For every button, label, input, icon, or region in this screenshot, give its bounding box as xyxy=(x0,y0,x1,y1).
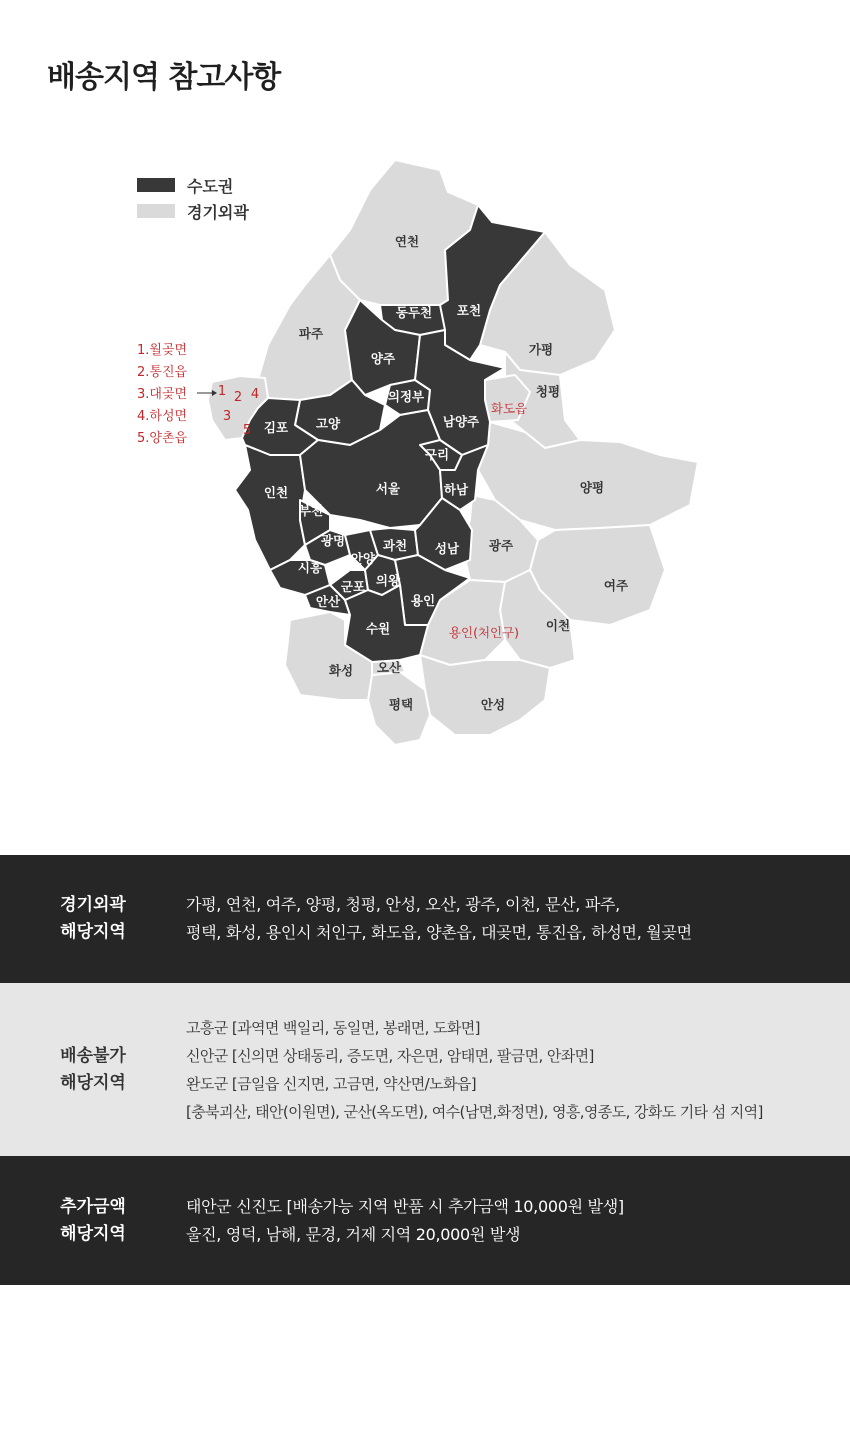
section-line: 완도군 [금일읍 신지면, 고금면, 약산면/노화읍] xyxy=(186,1074,476,1093)
label-yangpyeong: 양평 xyxy=(579,480,605,495)
section-body xyxy=(186,1014,763,1126)
label-suwon: 수원 xyxy=(365,621,391,636)
label-gimpo: 김포 xyxy=(263,420,289,435)
region-anseong xyxy=(420,655,550,735)
legend-label-outer: 경기외곽 xyxy=(187,202,249,222)
section-outer-region xyxy=(0,855,850,983)
label-num-4: 4 xyxy=(250,387,260,402)
map-legend xyxy=(137,172,249,224)
area-note: 4.하성면 xyxy=(137,409,188,424)
label-hwadoeup: 화도읍 xyxy=(490,401,528,416)
region-incheon xyxy=(235,445,305,570)
label-cheongpyeong: 청평 xyxy=(535,384,561,399)
section-title xyxy=(0,1043,186,1097)
legend-swatch-metro xyxy=(137,178,175,192)
label-pocheon: 포천 xyxy=(456,303,482,318)
label-gunpo: 군포 xyxy=(340,579,366,594)
label-num-2: 2 xyxy=(233,390,243,405)
label-siheung: 시흥 xyxy=(297,560,323,575)
section-title xyxy=(0,1194,186,1248)
section-line: [충북괴산, 태안(이원면), 군산(옥도면), 여수(남면,화정면), 영흥,영종도, 강화도 기타 섬 지역] xyxy=(186,1102,763,1121)
label-bucheon: 부천 xyxy=(298,503,324,518)
legend-item-metro xyxy=(137,172,249,198)
label-gwangju: 광주 xyxy=(488,538,514,553)
area-note: 3.대곶면 xyxy=(137,387,188,402)
label-gapyeong: 가평 xyxy=(528,342,554,357)
label-hwaseong: 화성 xyxy=(328,663,354,678)
section-line: 신안군 [신의면 상태동리, 증도면, 자은면, 암태면, 팔금면, 안좌면] xyxy=(186,1046,594,1065)
section-body xyxy=(186,1193,624,1249)
label-icheon: 이천 xyxy=(545,618,571,633)
section-title-line: 해당지역 xyxy=(60,1072,126,1093)
label-anyang: 안양 xyxy=(350,551,376,566)
label-ansan: 안산 xyxy=(315,594,341,609)
label-num-5: 5 xyxy=(242,423,252,438)
label-anseong: 안성 xyxy=(480,697,506,712)
label-yeoju: 여주 xyxy=(603,578,629,593)
label-incheon: 인천 xyxy=(263,485,289,500)
label-yongin: 용인 xyxy=(410,593,436,608)
label-dongducheon: 동두천 xyxy=(395,305,433,320)
label-guri: 구리 xyxy=(424,447,450,462)
label-uiwang: 의왕 xyxy=(375,573,401,588)
label-yeoncheon: 연천 xyxy=(394,234,420,249)
section-title-line: 배송불가 xyxy=(60,1045,126,1066)
legend-item-outer xyxy=(137,198,249,224)
section-line: 평택, 화성, 용인시 처인구, 화도읍, 양촌읍, 대곶면, 통진읍, 하성면, 월곶면 xyxy=(186,923,692,942)
section-line: 고흥군 [과역면 백일리, 동일면, 봉래면, 도화면] xyxy=(186,1018,480,1037)
legend-label-metro: 수도권 xyxy=(187,176,234,196)
label-yongin-cheoin: 용인(처인구) xyxy=(448,625,520,640)
section-line: 울진, 영덕, 남해, 문경, 거제 지역 20,000원 발생 xyxy=(186,1224,521,1244)
label-pyeongtaek: 평택 xyxy=(388,697,414,712)
label-num-1: 1 xyxy=(217,384,227,399)
section-no-delivery xyxy=(0,983,850,1156)
section-title-line: 해당지역 xyxy=(60,1223,126,1244)
label-seongnam: 성남 xyxy=(434,541,460,556)
label-yangju: 양주 xyxy=(370,351,396,366)
label-seoul: 서울 xyxy=(375,481,401,496)
section-title xyxy=(0,892,186,946)
section-line: 태안군 신진도 [배송가능 지역 반품 시 추가금액 10,000원 발생] xyxy=(186,1196,624,1216)
label-goyang: 고양 xyxy=(315,416,341,431)
area-note: 1.월곶면 xyxy=(137,343,188,358)
area-note: 5.양촌읍 xyxy=(137,431,188,446)
label-num-3: 3 xyxy=(222,409,232,424)
section-line: 가평, 연천, 여주, 양평, 청평, 안성, 오산, 광주, 이천, 문산, 파주, xyxy=(186,895,620,914)
section-body xyxy=(186,891,692,947)
label-namyangju: 남양주 xyxy=(442,414,480,429)
label-gwacheon: 과천 xyxy=(382,538,408,553)
section-title-line: 추가금액 xyxy=(60,1196,126,1217)
gyeonggi-map-svg xyxy=(0,140,850,780)
delivery-region-map xyxy=(0,140,850,780)
page-title: 배송지역 참고사항 xyxy=(47,60,281,95)
section-title-line: 해당지역 xyxy=(60,922,126,942)
section-extra-fee xyxy=(0,1156,850,1285)
label-osan: 오산 xyxy=(376,660,402,675)
section-title-line: 경기외곽 xyxy=(60,895,126,915)
label-hanam: 하남 xyxy=(443,482,469,497)
area-note: 2.통진읍 xyxy=(137,365,188,380)
label-gwangmyeong: 광명 xyxy=(320,533,346,548)
label-paju: 파주 xyxy=(298,326,324,341)
area-notes-list xyxy=(137,340,187,450)
legend-swatch-outer xyxy=(137,204,175,218)
label-uijeongbu: 의정부 xyxy=(387,389,425,404)
